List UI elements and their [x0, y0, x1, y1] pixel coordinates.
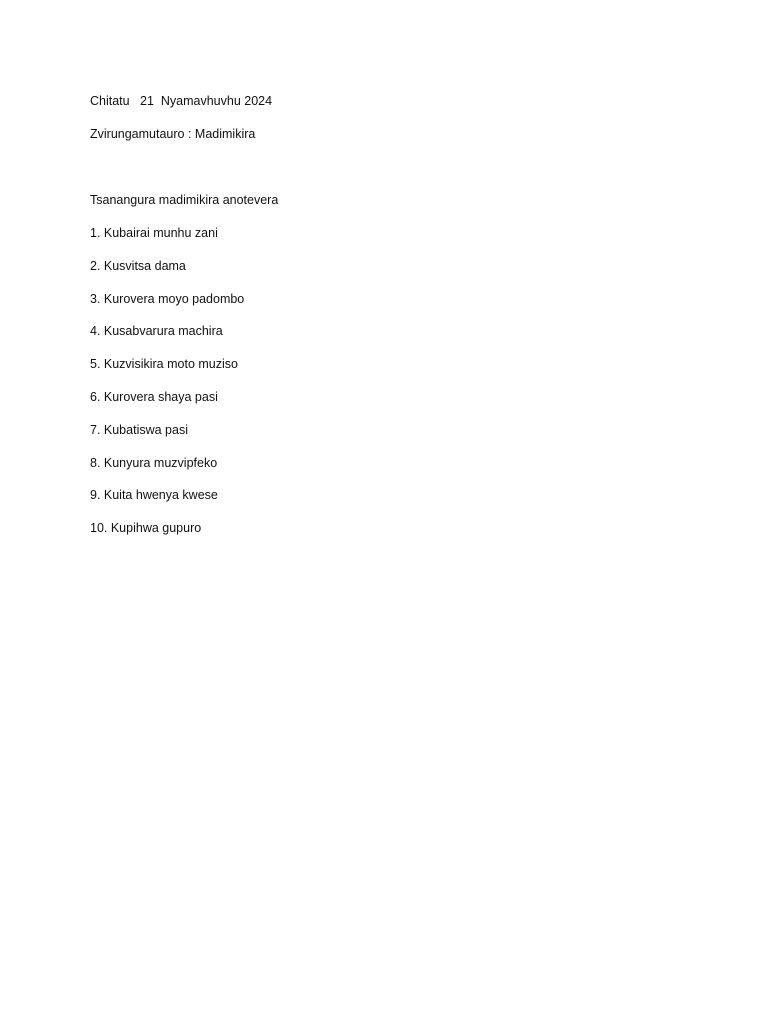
- list-item: 7. Kubatiswa pasi: [90, 422, 188, 437]
- instruction-line: Tsanangura madimikira anotevera: [90, 193, 279, 207]
- document-body: [90, 92, 690, 552]
- list-item: 3. Kurovera moyo padombo: [90, 291, 245, 306]
- list-item: 5. Kuzvisikira moto muziso: [90, 357, 238, 372]
- list-item: 4. Kusabvarura machira: [90, 324, 223, 339]
- list-item: 6. Kurovera shaya pasi: [90, 389, 218, 404]
- list-item: 10. Kupihwa gupuro: [90, 521, 202, 536]
- idiom-list: [90, 224, 690, 537]
- topic-line: Zvirungamutauro : Madimikira: [90, 127, 256, 141]
- list-item: 2. Kusvitsa dama: [90, 258, 186, 273]
- list-item: 1. Kubairai munhu zani: [90, 226, 218, 240]
- list-item: 9. Kuita hwenya kwese: [90, 488, 218, 503]
- date-line: Chitatu 21 Nyamavhuvhu 2024: [90, 94, 273, 108]
- list-item: 8. Kunyura muzvipfeko: [90, 455, 218, 470]
